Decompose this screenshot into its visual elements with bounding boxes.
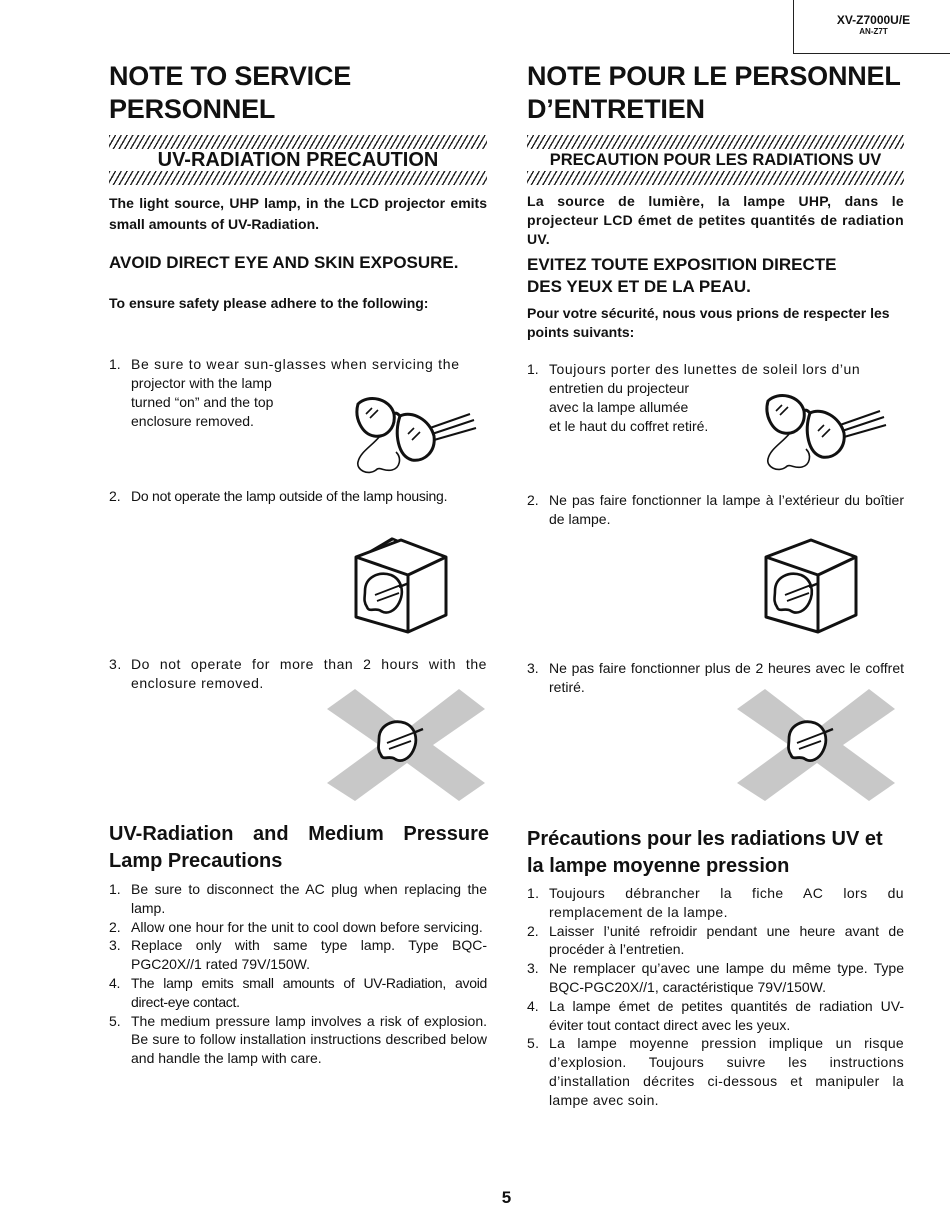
- item-text-line: projector with the lamp: [131, 375, 272, 391]
- item-text: Ne pas faire fonctionner la lampe à l’extérieur du boîtier de lampe.: [549, 492, 904, 527]
- list-item: [527, 997, 904, 1035]
- list-item: [527, 1034, 904, 1109]
- item-number: 1.: [527, 885, 540, 901]
- item-number: 2.: [527, 922, 539, 939]
- list-item: [109, 1012, 487, 1068]
- title-line-2: PERSONNEL: [109, 94, 276, 124]
- item-text-line: Toujours porter des lunettes de soleil lors d’un: [549, 361, 861, 377]
- precautions-list-en: [109, 880, 487, 1068]
- item-number: 4.: [109, 974, 121, 991]
- item-number: 2.: [109, 488, 121, 504]
- list-item: [109, 655, 487, 693]
- item-text: The medium pressure lamp involves a risk of explosion. Be sure to follow installation instructions described below and handle the lamp with care.: [131, 1012, 487, 1067]
- item-text: Laisser l’unité refroidir pendant une heure avant de procéder à l’entretien.: [549, 922, 904, 958]
- english-column: [109, 60, 487, 313]
- hatch-divider-bottom: [109, 171, 487, 185]
- list-item: [527, 884, 904, 922]
- subtitle-uv-precaution: UV-RADIATION PRECAUTION: [157, 149, 439, 171]
- intro-text: The light source, UHP lamp, in the LCD projector emits small amounts of UV-Radiation.: [109, 195, 487, 232]
- list-item: [109, 880, 487, 918]
- title-line-1: NOTE POUR LE PERSONNEL: [527, 61, 901, 91]
- page-title-fr: [527, 60, 904, 126]
- item-number: 4.: [527, 997, 539, 1014]
- list-item: [527, 922, 904, 960]
- avoid-exposure-heading: AVOID DIRECT EYE AND SKIN EXPOSURE.: [109, 253, 459, 272]
- item-number: 1.: [527, 361, 539, 377]
- item-number: 1.: [109, 881, 121, 897]
- item-text-line: entretien du projecteur: [549, 380, 690, 396]
- avoid-line-1: EVITEZ TOUTE EXPOSITION DIRECTE: [527, 255, 837, 274]
- item-number: 2.: [109, 918, 121, 935]
- item-text: The lamp emits small amounts of UV-Radiation, avoid direct-eye contact.: [131, 974, 487, 1010]
- item-text: La lampe émet de petites quantités de radiation UV- éviter tout contact direct avec les yeux.: [549, 997, 904, 1033]
- item-number: 3.: [527, 660, 539, 676]
- list-item: [527, 491, 904, 529]
- avoid-line-2: DES YEUX ET DE LA PEAU.: [527, 277, 751, 296]
- title-line-1: NOTE TO SERVICE: [109, 61, 352, 91]
- item-number: 3.: [527, 960, 539, 977]
- item-number: 3.: [109, 656, 122, 672]
- section-title-fr: Précautions pour les radiations UV et la lampe moyenne pression: [527, 828, 883, 877]
- hatch-divider-top: [109, 135, 487, 149]
- item-text: Do not operate the lamp outside of the lamp housing.: [131, 488, 448, 504]
- lamp-box-outline: [353, 537, 453, 632]
- precautions-list-fr: [527, 884, 904, 1110]
- title-line-2: D’ENTRETIEN: [527, 94, 705, 124]
- hatch-divider-top: [527, 135, 904, 149]
- safety-intro: Pour votre sécurité, nous vous prions de respecter les points suivants:: [527, 305, 890, 340]
- item-number: 3.: [109, 937, 121, 954]
- item-text: Do not operate for more than 2 hours with the enclosure removed.: [131, 656, 487, 691]
- prohibited-lamp-illustration: [737, 689, 897, 799]
- item-text: Ne pas faire fonctionner plus de 2 heures avec le coffret retiré.: [549, 660, 904, 695]
- item-number: 1.: [109, 356, 121, 372]
- model-header-box: [793, 0, 950, 54]
- model-number: XV-Z7000U/E: [836, 13, 911, 27]
- lamp-housing-illustration: [763, 537, 863, 632]
- item-text: Toujours débrancher la fiche AC lors du remplacement de la lampe.: [549, 885, 904, 920]
- item-text-line: avec la lampe allumée: [549, 399, 689, 415]
- page-number: 5: [501, 1188, 512, 1207]
- list-item: [109, 487, 489, 506]
- model-submodel: AN-Z7T: [859, 27, 888, 36]
- item-text: Ne remplacer qu’avec une lampe du même type. Type BQC-PGC20X//1, caractéristique 79V/150W.: [549, 960, 904, 995]
- item-text: La lampe moyenne pression implique un risque d’explosion. Toujours suivre les instructions d’installation décrites ci-dessous et manipuler la lampe avec soin.: [549, 1035, 904, 1108]
- section-title-en: UV-Radiation and Medium Pressure Lamp Precautions: [109, 823, 489, 872]
- safety-intro: To ensure safety please adhere to the following:: [109, 295, 429, 311]
- item-text: Be sure to disconnect the AC plug when replacing the lamp.: [131, 881, 487, 916]
- item-number: 5.: [109, 1012, 121, 1029]
- sunglasses-face-illustration: [760, 387, 890, 482]
- subtitle-uv-precaution: PRECAUTION POUR LES RADIATIONS UV: [549, 151, 882, 169]
- list-item: [527, 959, 904, 997]
- item-text-line: Be sure to wear sun-glasses when servicing the: [131, 356, 460, 372]
- item-number: 5.: [527, 1035, 540, 1052]
- item-text-line: enclosure removed.: [131, 413, 254, 429]
- item-text-line: turned “on” and the top: [131, 394, 274, 410]
- page-title-en: [109, 60, 487, 126]
- list-item: [109, 974, 487, 1012]
- item-number: 2.: [527, 492, 539, 508]
- french-column: [527, 60, 904, 342]
- sunglasses-face-illustration: [350, 390, 480, 485]
- intro-text: La source de lumière, la lampe UHP, dans le projecteur LCD émet de petites quantités de radiation UV.: [527, 193, 904, 247]
- list-item: [109, 936, 487, 974]
- list-item: [109, 918, 487, 937]
- avoid-exposure-heading: [527, 254, 904, 298]
- item-text-line: et le haut du coffret retiré.: [549, 418, 709, 434]
- hatch-divider-bottom: [527, 171, 904, 185]
- item-text: Allow one hour for the unit to cool down before servicing.: [131, 918, 483, 935]
- item-text: Replace only with same type lamp. Type BQC-PGC20X//1 rated 79V/150W.: [131, 937, 487, 973]
- prohibited-lamp-illustration: [327, 689, 487, 799]
